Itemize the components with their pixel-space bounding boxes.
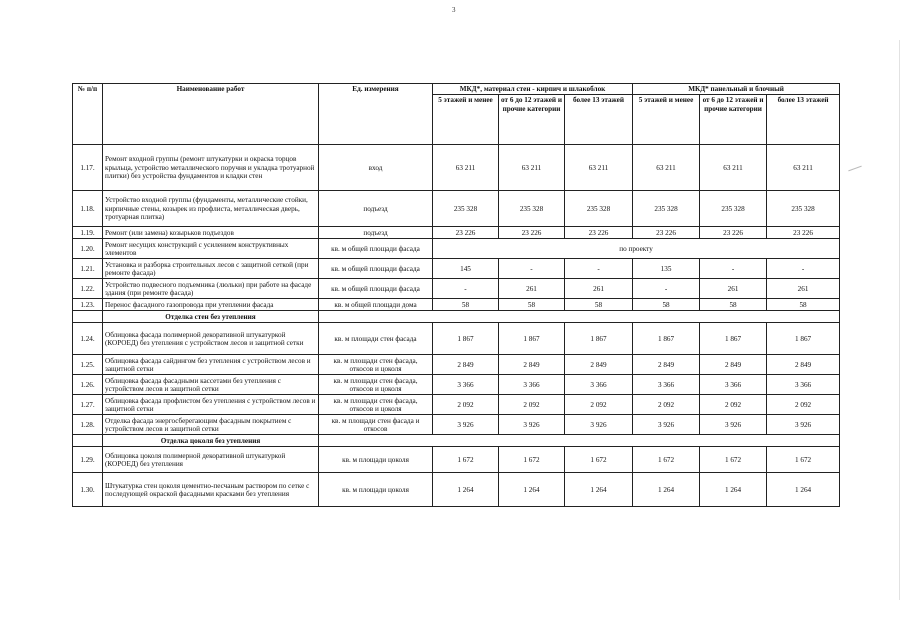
work-name: Облицовка фасада полимерной декоративной штукатуркой (КОРОЕД) без утепления с устройством лесов и защитной сетки [103, 323, 319, 355]
price-cell: 1 867 [565, 323, 633, 355]
work-name: Облицовка фасада профлистом без утепления с устройством лесов и защитной сетки [103, 395, 319, 415]
price-cell: 23 226 [565, 227, 633, 239]
work-name: Установка и разборка строительных лесов с защитной сеткой (при ремонте фасада) [103, 259, 319, 279]
price-cell: 58 [433, 299, 499, 311]
table-row [73, 323, 840, 355]
section-title: Отделка цоколя без утепления [103, 435, 319, 447]
price-cell: 63 211 [633, 145, 700, 191]
price-cell: 3 926 [499, 415, 565, 435]
price-cell: 135 [633, 259, 700, 279]
price-cell: 2 849 [433, 355, 499, 375]
price-cell: 23 226 [700, 227, 767, 239]
works-table [72, 83, 840, 507]
work-name: Ремонт входной группы (ремонт штукатурки и окраска торцов крыльца, устройство металлического поручня и укладка тротуарной плитки) без устройства фундаментов и кладки стен [103, 145, 319, 191]
unit-of-measure: кв. м площади стен фасада [319, 323, 433, 355]
price-cell: 235 328 [433, 191, 499, 227]
price-cell: 235 328 [565, 191, 633, 227]
unit-of-measure: кв. м площади стен фасада, откосов и цоколя [319, 395, 433, 415]
price-cell: 235 328 [767, 191, 840, 227]
price-cell: 23 226 [433, 227, 499, 239]
price-cell: 2 849 [700, 355, 767, 375]
row-number: 1.27. [73, 395, 103, 415]
price-cell: 23 226 [633, 227, 700, 239]
price-cell: 3 926 [767, 415, 840, 435]
price-cell: 261 [700, 279, 767, 299]
price-cell: 1 264 [633, 473, 700, 507]
table-row [73, 227, 840, 239]
table-row [73, 447, 840, 473]
row-number: 1.17. [73, 145, 103, 191]
section-row [73, 435, 840, 447]
price-cell: 3 366 [700, 375, 767, 395]
unit-of-measure: кв. м площади стен фасада, откосов и цоколя [319, 355, 433, 375]
unit-of-measure: кв. м общей площади фасада [319, 259, 433, 279]
price-cell: 1 264 [499, 473, 565, 507]
price-cell: 63 211 [565, 145, 633, 191]
price-cell: 23 226 [767, 227, 840, 239]
price-cell: 1 867 [767, 323, 840, 355]
subheader-cell: 5 этажей и менее [633, 95, 700, 145]
price-cell: 1 672 [565, 447, 633, 473]
price-cell: 1 264 [433, 473, 499, 507]
merged-value-cell: по проекту [433, 239, 840, 259]
price-cell: 1 672 [633, 447, 700, 473]
price-cell: 2 092 [433, 395, 499, 415]
price-cell: 3 926 [433, 415, 499, 435]
work-name: Облицовка цоколя полимерной декоративной штукатуркой (КОРОЕД) без утепления [103, 447, 319, 473]
section-cell-empty [73, 311, 103, 323]
price-cell: 1 867 [633, 323, 700, 355]
price-cell: 1 264 [767, 473, 840, 507]
work-name: Отделка фасада энергосберегающим фасадным покрытием с устройством лесов и защитной сетки [103, 415, 319, 435]
work-name: Перенос фасадного газопровода при утеплении фасада [103, 299, 319, 311]
price-cell: 2 849 [767, 355, 840, 375]
unit-of-measure: вход [319, 145, 433, 191]
unit-of-measure: кв. м общей площади дома [319, 299, 433, 311]
table-row [73, 279, 840, 299]
subheader-cell: более 13 этажей [565, 95, 633, 145]
row-number: 1.24. [73, 323, 103, 355]
price-cell: 1 672 [700, 447, 767, 473]
row-number: 1.20. [73, 239, 103, 259]
price-cell: 3 926 [700, 415, 767, 435]
work-name: Штукатурка стен цоколя цементно-песчаным раствором по сетке с последующей окраской фасадными красками без утепления [103, 473, 319, 507]
price-cell: 1 867 [700, 323, 767, 355]
price-cell: 58 [767, 299, 840, 311]
price-cell: 261 [767, 279, 840, 299]
price-cell: 2 849 [499, 355, 565, 375]
table-row [73, 415, 840, 435]
price-cell: 58 [633, 299, 700, 311]
price-cell: - [633, 279, 700, 299]
header-group-panel: МКД* панельный и блочный [633, 84, 840, 95]
row-number: 1.23. [73, 299, 103, 311]
table-row [73, 355, 840, 375]
price-cell: 1 672 [433, 447, 499, 473]
subheader-cell: от 6 до 12 этажей и прочие категории [700, 95, 767, 145]
price-cell: 261 [499, 279, 565, 299]
price-cell: 3 366 [767, 375, 840, 395]
unit-of-measure: кв. м площади цоколя [319, 447, 433, 473]
price-cell: 1 867 [499, 323, 565, 355]
price-cell: 235 328 [633, 191, 700, 227]
section-cell-empty [73, 435, 103, 447]
price-cell: 63 211 [499, 145, 565, 191]
unit-of-measure: кв. м площади стен фасада, откосов и цоколя [319, 375, 433, 395]
section-cell-empty [319, 435, 840, 447]
row-number: 1.18. [73, 191, 103, 227]
row-number: 1.19. [73, 227, 103, 239]
price-cell: - [700, 259, 767, 279]
row-number: 1.28. [73, 415, 103, 435]
price-cell: 1 672 [499, 447, 565, 473]
table-row [73, 239, 840, 259]
price-cell: 1 867 [433, 323, 499, 355]
price-cell: - [499, 259, 565, 279]
table-body [73, 145, 840, 507]
work-name: Ремонт (или замена) козырьков подъездов [103, 227, 319, 239]
price-cell: 63 211 [767, 145, 840, 191]
price-cell: 2 092 [767, 395, 840, 415]
unit-of-measure: кв. м площади стен фасада и откосов [319, 415, 433, 435]
page-number: 3 [452, 6, 456, 14]
subheader-cell: от 6 до 12 этажей и прочие категории [499, 95, 565, 145]
price-cell: 3 366 [633, 375, 700, 395]
table-row [73, 259, 840, 279]
price-cell: 235 328 [499, 191, 565, 227]
row-number: 1.29. [73, 447, 103, 473]
price-cell: 23 226 [499, 227, 565, 239]
price-cell: 235 328 [700, 191, 767, 227]
price-cell: 63 211 [700, 145, 767, 191]
price-cell: - [565, 259, 633, 279]
price-cell: 63 211 [433, 145, 499, 191]
section-title: Отделка стен без утепления [103, 311, 319, 323]
price-cell: 2 092 [700, 395, 767, 415]
unit-of-measure: кв. м общей площади фасада [319, 239, 433, 259]
scan-mark [899, 40, 900, 600]
header-name: Наименование работ [103, 84, 319, 145]
price-cell: 2 092 [633, 395, 700, 415]
price-cell: 3 926 [633, 415, 700, 435]
unit-of-measure: подъезд [319, 191, 433, 227]
row-number: 1.25. [73, 355, 103, 375]
unit-of-measure: кв. м площади цоколя [319, 473, 433, 507]
price-cell: 58 [565, 299, 633, 311]
price-cell: 1 264 [565, 473, 633, 507]
price-cell: 3 926 [565, 415, 633, 435]
unit-of-measure: кв. м общей площади фасада [319, 279, 433, 299]
work-name: Облицовка фасада фасадными кассетами без утепления с устройством лесов и защитной сетки [103, 375, 319, 395]
row-number: 1.26. [73, 375, 103, 395]
unit-of-measure: подъезд [319, 227, 433, 239]
price-cell: - [767, 259, 840, 279]
table-row [73, 145, 840, 191]
price-cell: 2 849 [565, 355, 633, 375]
table-row [73, 191, 840, 227]
header-row [73, 84, 840, 95]
price-cell: 2 092 [565, 395, 633, 415]
price-cell: 3 366 [565, 375, 633, 395]
work-name: Ремонт несущих конструкций с усилением конструктивных элементов [103, 239, 319, 259]
table-row [73, 299, 840, 311]
subheader-cell: 5 этажей и менее [433, 95, 499, 145]
row-number: 1.21. [73, 259, 103, 279]
price-cell: 145 [433, 259, 499, 279]
price-cell: 2 849 [633, 355, 700, 375]
table-row [73, 395, 840, 415]
price-cell: 1 264 [700, 473, 767, 507]
scan-mark [848, 166, 861, 172]
row-number: 1.22. [73, 279, 103, 299]
price-cell: 58 [700, 299, 767, 311]
section-row [73, 311, 840, 323]
work-name: Устройство подвесного подъемника (люльки) при работе на фасаде здания (при ремонте фасада) [103, 279, 319, 299]
subheader-cell: более 13 этажей [767, 95, 840, 145]
table-row [73, 375, 840, 395]
table-row [73, 473, 840, 507]
row-number: 1.30. [73, 473, 103, 507]
header-group-brick: МКД*, материал стен - кирпич и шлакоблок [433, 84, 633, 95]
work-name: Устройство входной группы (фундаменты, металлические стойки, кирпичные стены, козырек из профлиста, металлическая дверь, тротуарная плитка) [103, 191, 319, 227]
header-num: № п/п [73, 84, 103, 145]
price-cell: 58 [499, 299, 565, 311]
price-cell: 261 [565, 279, 633, 299]
header-unit: Ед. измерения [319, 84, 433, 145]
price-cell: 1 672 [767, 447, 840, 473]
work-name: Облицовка фасада сайдингом без утепления с устройством лесов и защитной сетки [103, 355, 319, 375]
price-cell: 3 366 [499, 375, 565, 395]
section-cell-empty [319, 311, 840, 323]
price-cell: 2 092 [499, 395, 565, 415]
price-cell: 3 366 [433, 375, 499, 395]
price-cell: - [433, 279, 499, 299]
